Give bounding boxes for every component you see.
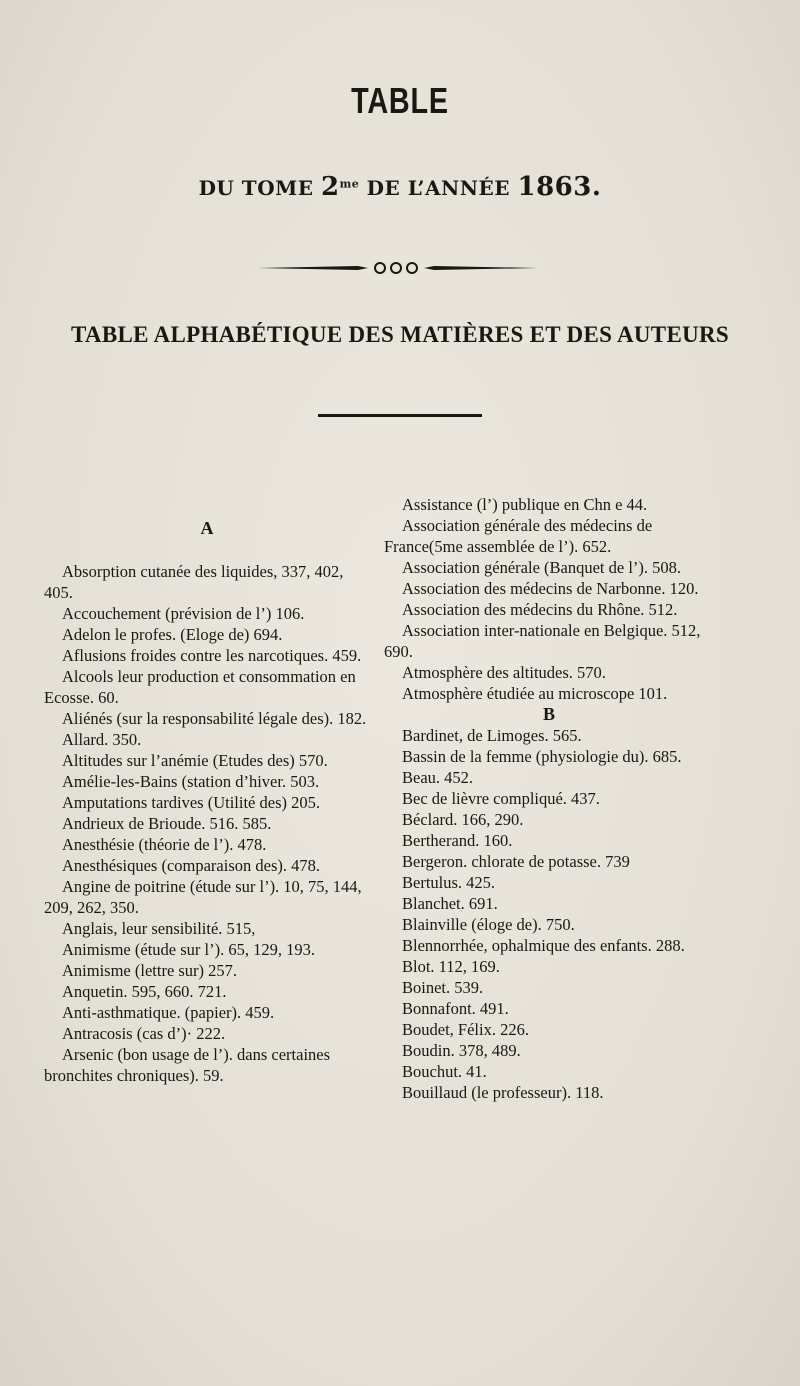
- index-entry: Bergeron. chlorate de potasse. 739: [402, 852, 630, 871]
- subtitle: [0, 172, 800, 202]
- index-entry: Boudet, Félix. 226.: [402, 1020, 529, 1039]
- index-entry: Adelon le profes. (Eloge de) 694.: [62, 625, 283, 644]
- index-entry: Bouchut. 41.: [402, 1062, 487, 1081]
- index-entry: Anglais, leur sensibilité. 515,: [62, 919, 256, 938]
- index-entry: Animisme (lettre sur) 257.: [62, 961, 238, 980]
- subtitle-middle: DE L’ANNÉE: [366, 176, 511, 200]
- index-entry: Bardinet, de Limoges. 565.: [402, 726, 582, 745]
- index-entry: Absorption cutanée des liquides, 337, 402, 405.: [44, 562, 344, 602]
- index-entry: Altitudes sur l’anémie (Etudes des) 570.: [62, 751, 328, 770]
- letter-heading-b: B: [542, 704, 555, 724]
- index-entry: Association générale des médecins de France(5me assemblée de l’). 652.: [384, 516, 653, 556]
- index-entry: Association des médecins du Rhône. 512.: [402, 600, 678, 619]
- index-entry: Arsenic (bon usage de l’). dans certaines bronchites chroniques). 59.: [44, 1045, 331, 1085]
- index-entry: Antracosis (cas d’)· 222.: [62, 1024, 226, 1043]
- index-entry: Boudin. 378, 489.: [402, 1041, 521, 1060]
- index-entry: Andrieux de Brioude. 516. 585.: [62, 814, 272, 833]
- index-entry: Blanchet. 691.: [402, 894, 498, 913]
- index-entry: Anquetin. 595, 660. 721.: [62, 982, 227, 1001]
- left-column: [44, 518, 370, 1086]
- index-entry: Aliénés (sur la responsabilité légale des). 182.: [62, 709, 367, 728]
- index-entry: Anesthésiques (comparaison des). 478.: [62, 856, 320, 875]
- index-entry: Béclard. 166, 290.: [402, 810, 524, 829]
- index-entry: Beau. 452.: [402, 768, 474, 787]
- index-entry: Amélie-les-Bains (station d’hiver. 503.: [62, 772, 320, 791]
- index-entry: Anesthésie (théorie de l’). 478.: [62, 835, 267, 854]
- index-entry: Bertherand. 160.: [402, 831, 513, 850]
- index-entry: Blainville (éloge de). 750.: [402, 915, 575, 934]
- index-entry: Animisme (étude sur l’). 65, 129, 193.: [62, 940, 315, 959]
- index-entry: Association des médecins de Narbonne. 120.: [402, 579, 699, 598]
- letter-heading-a: A: [200, 518, 214, 538]
- right-column: [384, 494, 714, 1103]
- ornament-divider: [258, 262, 538, 274]
- index-entry: Allard. 350.: [62, 730, 142, 749]
- index-entry: Angine de poitrine (étude sur l’). 10, 75, 144, 209, 262, 350.: [44, 877, 362, 917]
- index-entry: Amputations tardives (Utilité des) 205.: [62, 793, 320, 812]
- index-entry: Aflusions froides contre les narcotiques. 459.: [62, 646, 362, 665]
- index-entry: Bertulus. 425.: [402, 873, 496, 892]
- index-entry: Anti-asthmatique. (papier). 459.: [62, 1003, 275, 1022]
- horizontal-rule: [318, 414, 482, 417]
- section-heading: TABLE ALPHABÉTIQUE DES MATIÈRES ET DES AUTEURS: [71, 322, 729, 347]
- index-entry: Atmosphère étudiée au microscope 101.: [402, 684, 668, 703]
- index-entry: Blennorrhée, ophalmique des enfants. 288.: [402, 936, 685, 955]
- year: 1863.: [517, 172, 602, 202]
- index-entry: Alcools leur production et consommation en Ecosse. 60.: [44, 667, 356, 707]
- index-entry: Bassin de la femme (physiologie du). 685.: [402, 747, 682, 766]
- subtitle-prefix: DU TOME: [198, 176, 314, 200]
- index-entry: Association inter-nationale en Belgique. 512, 690.: [384, 621, 701, 661]
- index-entry: Bonnafont. 491.: [402, 999, 509, 1018]
- index-entry: Association générale (Banquet de l’). 508.: [402, 558, 682, 577]
- tome-number: 2: [320, 172, 340, 202]
- index-entry: Atmosphère des altitudes. 570.: [402, 663, 606, 682]
- index-entry: Boinet. 539.: [402, 978, 484, 997]
- page-title: TABLE: [351, 80, 449, 121]
- index-entry: Accouchement (prévision de l’) 106.: [62, 604, 305, 623]
- index-entry: Blot. 112, 169.: [402, 957, 500, 976]
- index-entry: Assistance (l’) publique en Chn e 44.: [402, 495, 648, 514]
- tome-superscript: me: [339, 177, 360, 191]
- index-entry: Bouillaud (le professeur). 118.: [402, 1083, 604, 1102]
- index-entry: Bec de lièvre compliqué. 437.: [402, 789, 600, 808]
